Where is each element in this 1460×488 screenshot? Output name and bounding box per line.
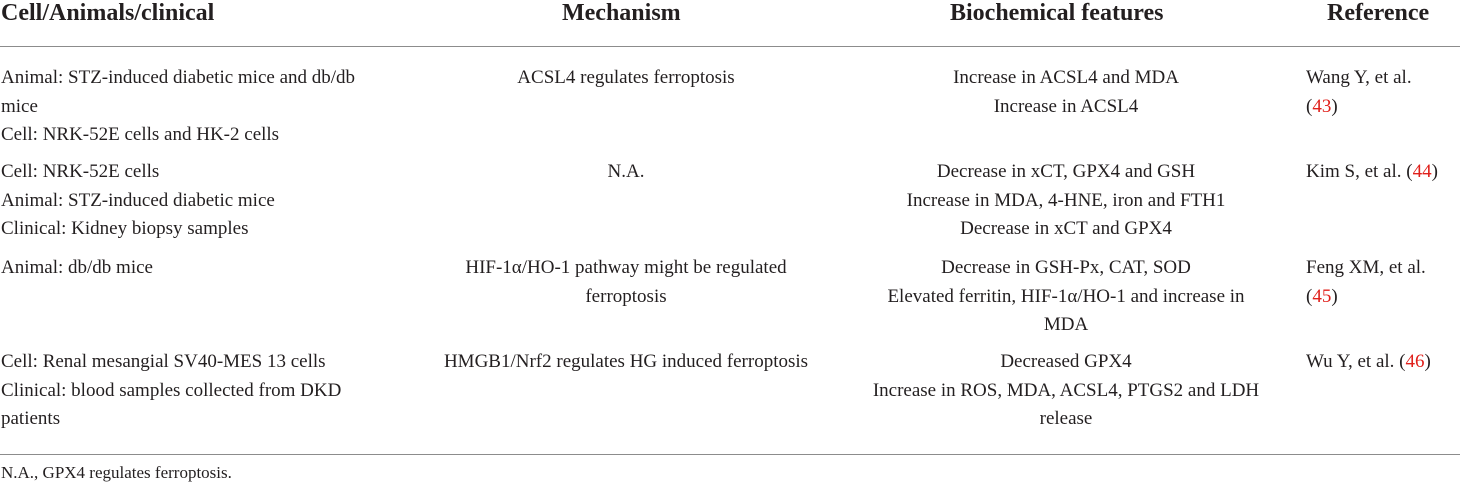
cell-line: HMGB1/Nrf2 regulates HG induced ferroptosis — [443, 351, 809, 372]
paren: ) — [1331, 285, 1338, 307]
paren: ) — [1431, 161, 1438, 182]
row2-cell-mechanism — [388, 158, 864, 187]
cell-line: Increase in ACSL4 — [993, 95, 1139, 117]
row3-cell-biochemical — [836, 254, 1296, 340]
cell-line: Feng XM, et al. — [1306, 257, 1426, 278]
row3-cell-mechanism — [388, 254, 864, 311]
header-label: Biochemical features — [950, 0, 1164, 26]
header-cell-animals — [1, 0, 214, 50]
row2-cell-reference — [1306, 158, 1460, 187]
cell-line: HIF-1α/HO-1 pathway might be regulated — [465, 257, 787, 278]
cell-line: N.A. — [607, 161, 645, 182]
paren: ( — [1306, 285, 1313, 307]
cell-line: Increase in ACSL4 and MDA — [953, 67, 1179, 88]
header-rule — [0, 46, 1460, 47]
reference-link[interactable]: 43 — [1312, 95, 1332, 117]
row1-cell-reference — [1306, 64, 1460, 121]
cell-line: Cell: Renal mesangial SV40-MES 13 cells — [1, 351, 326, 372]
cell-line: MDA — [1043, 314, 1089, 335]
table-bottom-rule — [0, 454, 1460, 455]
cell-line: patients — [1, 408, 61, 429]
cell-line — [1306, 158, 1460, 187]
row4-cell-animals — [1, 348, 421, 434]
cell-line: Animal: STZ-induced diabetic mice and db/db — [1, 67, 356, 88]
cell-line — [1306, 283, 1460, 312]
cell-line: Animal: STZ-induced diabetic mice — [1, 189, 275, 211]
cell-line: Clinical: Kidney biopsy samples — [1, 218, 249, 239]
cell-line: Decrease in xCT, GPX4 and GSH — [936, 161, 1196, 182]
cell-line: ferroptosis — [585, 285, 667, 307]
row4-cell-biochemical — [836, 348, 1296, 434]
cell-line: Increase in ROS, MDA, ACSL4, PTGS2 and LDH — [872, 379, 1260, 401]
header-reference — [1327, 0, 1429, 50]
paren: ( — [1306, 95, 1313, 117]
row4-cell-mechanism — [388, 348, 864, 377]
row1-cell-mechanism — [388, 64, 864, 93]
cell-line: ACSL4 regulates ferroptosis — [517, 67, 735, 88]
row1-cell-animals — [1, 64, 421, 150]
cell-line: Decreased GPX4 — [1000, 351, 1132, 372]
row3-cell-reference — [1306, 254, 1460, 311]
reference-link[interactable]: 44 — [1412, 161, 1432, 182]
cell-line: Clinical: blood samples collected from DKD — [1, 379, 342, 401]
cell-line: Wang Y, et al. — [1306, 67, 1412, 88]
cell-line: Decrease in xCT and GPX4 — [960, 218, 1172, 239]
header-label: Cell/Animals/clinical — [1, 0, 215, 26]
header-label: Mechanism — [562, 0, 681, 26]
header-label: Reference — [1327, 0, 1430, 26]
ref-text: Wu Y, et al. ( — [1306, 351, 1406, 372]
row3-cell-animals — [1, 254, 421, 283]
cell-line: mice — [1, 95, 38, 117]
cell-line: Increase in MDA, 4-HNE, iron and FTH1 — [906, 189, 1226, 211]
paren: ) — [1331, 95, 1338, 117]
reference-link[interactable]: 46 — [1405, 351, 1425, 372]
cell-line: Cell: NRK-52E cells and HK-2 cells — [1, 124, 280, 145]
cell-line — [1306, 93, 1460, 122]
cell-line — [1306, 348, 1460, 377]
row1-cell-biochemical — [836, 64, 1296, 121]
header-biochemical — [950, 0, 1164, 50]
header-mechanism — [562, 0, 681, 50]
row2-cell-animals — [1, 158, 421, 244]
row4-cell-reference — [1306, 348, 1460, 377]
cell-line: Cell: NRK-52E cells — [1, 161, 160, 182]
table-footnote: N.A., GPX4 regulates ferroptosis. — [1, 463, 232, 482]
cell-line: release — [1039, 408, 1093, 429]
ref-text: Kim S, et al. ( — [1306, 161, 1413, 182]
row2-cell-biochemical — [836, 158, 1296, 244]
paren: ) — [1424, 351, 1431, 372]
cell-line: Animal: db/db mice — [1, 257, 153, 278]
reference-link[interactable]: 45 — [1312, 285, 1332, 307]
cell-line: Decrease in GSH-Px, CAT, SOD — [941, 257, 1191, 278]
cell-line: Elevated ferritin, HIF-1α/HO-1 and increase in — [887, 285, 1245, 307]
